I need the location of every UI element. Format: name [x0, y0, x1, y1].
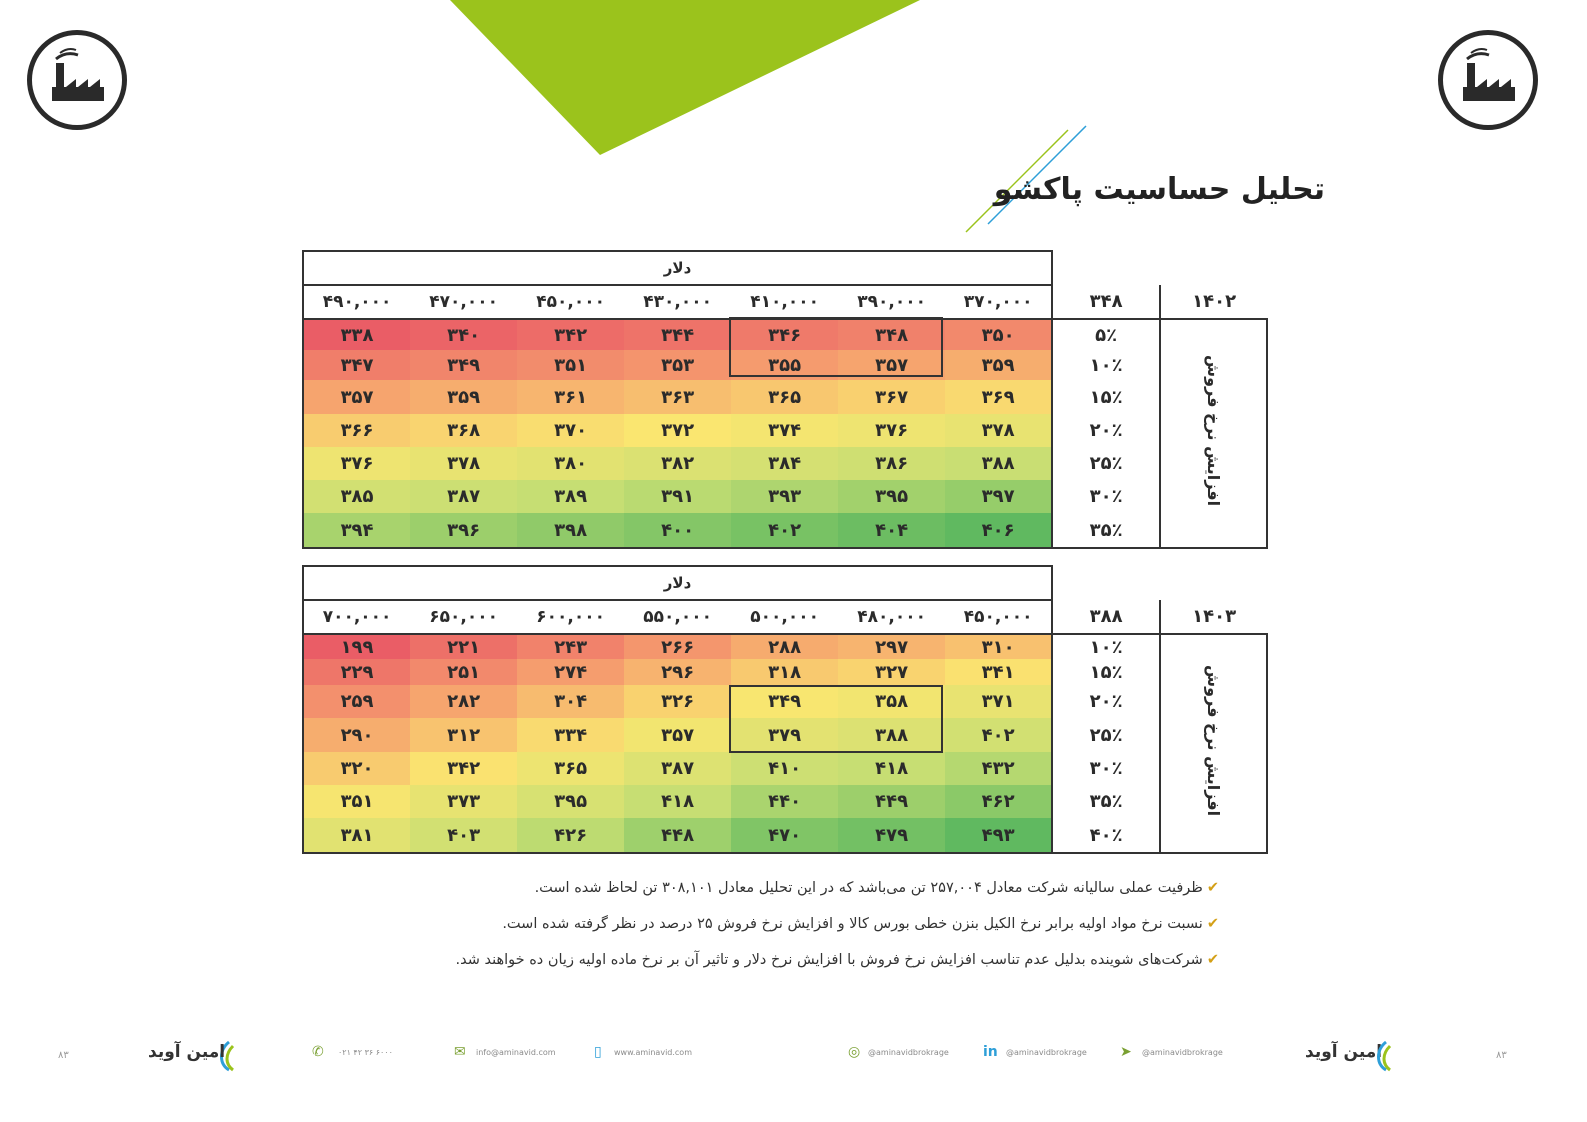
- price-header: ۴۵۰,۰۰۰: [945, 600, 1052, 634]
- table-cell: ۲۸۲: [410, 685, 517, 718]
- table-cell: ۳۳۸: [303, 319, 410, 350]
- table-row: [303, 480, 1267, 513]
- percent-label: ۱۵٪: [1052, 380, 1160, 414]
- table-cell: ۳۵۱: [303, 785, 410, 818]
- table-cell: ۳۲۶: [624, 685, 731, 718]
- table-cell: ۳۵۸: [838, 685, 945, 718]
- table-row: [303, 447, 1267, 480]
- table-cell: ۴۰۲: [945, 718, 1052, 752]
- table-cell: ۳۶۵: [731, 380, 838, 414]
- table-cell: ۳۷۰: [517, 414, 624, 447]
- table-cell: ۳۶۱: [517, 380, 624, 414]
- table-cell: ۴۰۲: [731, 513, 838, 548]
- percent-label: ۲۵٪: [1052, 718, 1160, 752]
- price-header: ۷۰۰,۰۰۰: [303, 600, 410, 634]
- year-label: ۱۴۰۳: [1192, 606, 1237, 627]
- empty-corner: [1160, 251, 1267, 285]
- table-cell: ۴۴۹: [838, 785, 945, 818]
- sensitivity-table-1403: [302, 565, 1268, 854]
- table-cell: ۳۵۷: [624, 718, 731, 752]
- table-cell: ۳۹۷: [945, 480, 1052, 513]
- table-cell: ۳۵۳: [624, 350, 731, 380]
- check-icon: ✔: [1206, 880, 1219, 896]
- table-cell: ۲۹۰: [303, 718, 410, 752]
- percent-label: ۲۰٪: [1052, 414, 1160, 447]
- table-cell: ۴۴۸: [624, 818, 731, 853]
- percent-label: ۳۵٪: [1052, 785, 1160, 818]
- table-cell: ۳۸۷: [624, 752, 731, 785]
- percent-label: ۳۰٪: [1052, 480, 1160, 513]
- table-cell: ۳۶۹: [945, 380, 1052, 414]
- price-header: ۴۹۰,۰۰۰: [303, 285, 410, 319]
- table-cell: ۳۶۳: [624, 380, 731, 414]
- table-cell: ۲۲۹: [303, 659, 410, 685]
- table-cell: ۲۲۱: [410, 634, 517, 659]
- table-cell: ۳۷۶: [303, 447, 410, 480]
- price-header: ۵۵۰,۰۰۰: [624, 600, 731, 634]
- table-cell: ۱۹۹: [303, 634, 410, 659]
- factory-logo-right: [1438, 30, 1538, 130]
- percent-label: ۱۰٪: [1052, 634, 1160, 659]
- table-cell: ۴۱۸: [624, 785, 731, 818]
- side-label-cell: [1160, 634, 1267, 853]
- table-cell: ۳۴۷: [303, 350, 410, 380]
- percent-label: ۳۵٪: [1052, 513, 1160, 548]
- year-label: ۱۴۰۲: [1192, 291, 1237, 312]
- base-value: ۳۸۸: [1052, 600, 1160, 634]
- table-cell: ۳۵۹: [410, 380, 517, 414]
- percent-label: ۱۵٪: [1052, 659, 1160, 685]
- phone-icon: ✆: [312, 1044, 324, 1060]
- instagram-icon: ◎: [848, 1044, 861, 1060]
- table-cell: ۳۸۲: [624, 447, 731, 480]
- table-cell: ۳۷۹: [731, 718, 838, 752]
- percent-label: ۲۰٪: [1052, 685, 1160, 718]
- table-cell: ۲۵۱: [410, 659, 517, 685]
- green-triangle-decoration: [440, 0, 930, 160]
- table-row: [303, 634, 1267, 659]
- price-header: ۴۱۰,۰۰۰: [731, 285, 838, 319]
- factory-icon: [32, 35, 122, 125]
- currency-header: دلار: [303, 566, 1052, 600]
- footer-telegram[interactable]: @aminavidbrokrage: [1142, 1048, 1223, 1057]
- table-cell: ۳۵۰: [945, 319, 1052, 350]
- table-cell: ۲۹۷: [838, 634, 945, 659]
- table-cell: ۳۶۸: [410, 414, 517, 447]
- table-cell: ۲۶۶: [624, 634, 731, 659]
- table-cell: ۳۸۴: [731, 447, 838, 480]
- table-cell: ۳۱۸: [731, 659, 838, 685]
- table-cell: ۳۴۱: [945, 659, 1052, 685]
- table-cell: ۴۹۳: [945, 818, 1052, 853]
- linkedin-icon: in: [983, 1044, 998, 1060]
- side-label-cell: [1160, 319, 1267, 548]
- table-cell: ۳۴۰: [410, 319, 517, 350]
- table-cell: ۳۷۶: [838, 414, 945, 447]
- table-cell: ۳۲۰: [303, 752, 410, 785]
- brand-name: امین آوید: [148, 1042, 226, 1062]
- footer-linkedin[interactable]: @aminavidbrokrage: [1006, 1048, 1087, 1057]
- note-item: ✔نسبت نرخ مواد اولیه برابر نرخ الکیل بنزن خطی بورس کالا و افزایش نرخ فروش ۲۵ درصد در نظر گرفته شده است.: [502, 916, 1219, 932]
- page-number: ۸۳: [1496, 1050, 1507, 1061]
- table-cell: ۳۴۲: [517, 319, 624, 350]
- table-cell: ۳۷۸: [410, 447, 517, 480]
- table-cell: ۳۷۲: [624, 414, 731, 447]
- factory-icon: [1443, 35, 1533, 125]
- table-cell: ۳۹۵: [517, 785, 624, 818]
- table-cell: ۳۲۷: [838, 659, 945, 685]
- percent-label: ۲۵٪: [1052, 447, 1160, 480]
- note-item: ✔ظرفیت عملی سالیانه شرکت معادل ۲۵۷,۰۰۴ تن می‌باشد که در این تحلیل معادل ۳۰۸,۱۰۱ تن لحاظ شده است.: [534, 880, 1219, 896]
- brand-name: امین آوید: [1305, 1042, 1383, 1062]
- page-number: ۸۳: [58, 1050, 69, 1061]
- table-cell: ۳۳۴: [517, 718, 624, 752]
- base-value: ۳۴۸: [1052, 285, 1160, 319]
- table-row: [303, 350, 1267, 380]
- table-cell: ۳۸۰: [517, 447, 624, 480]
- table-cell: ۳۹۱: [624, 480, 731, 513]
- table-row: [303, 380, 1267, 414]
- table-cell: ۳۰۴: [517, 685, 624, 718]
- table-row: [303, 718, 1267, 752]
- currency-header: دلار: [303, 251, 1052, 285]
- table-row: [303, 414, 1267, 447]
- footer-phone[interactable]: ۰۲۱ ۴۲ ۳۶ ۶۰۰۰: [338, 1048, 393, 1057]
- table-cell: ۲۹۶: [624, 659, 731, 685]
- table-row: [303, 685, 1267, 718]
- footer-instagram[interactable]: @aminavidbrokrage: [868, 1048, 949, 1057]
- table-cell: ۳۶۷: [838, 380, 945, 414]
- table-row: [303, 752, 1267, 785]
- table-row: [303, 513, 1267, 548]
- table-cell: ۳۱۰: [945, 634, 1052, 659]
- footer-email[interactable]: info@aminavid.com: [476, 1048, 556, 1057]
- price-header: ۴۷۰,۰۰۰: [410, 285, 517, 319]
- table-cell: ۳۸۹: [517, 480, 624, 513]
- table-cell: ۴۷۹: [838, 818, 945, 853]
- check-icon: ✔: [1206, 916, 1219, 932]
- price-header: ۶۵۰,۰۰۰: [410, 600, 517, 634]
- table-cell: ۳۹۳: [731, 480, 838, 513]
- table-cell: ۳۵۱: [517, 350, 624, 380]
- table-cell: ۳۵۵: [731, 350, 838, 380]
- email-icon: ✉: [454, 1044, 466, 1060]
- table-cell: ۴۰۶: [945, 513, 1052, 548]
- table-cell: ۲۵۹: [303, 685, 410, 718]
- table-cell: ۴۰۳: [410, 818, 517, 853]
- side-label: افزایش نرخ فروش: [1204, 665, 1224, 817]
- table-cell: ۴۴۰: [731, 785, 838, 818]
- price-header: ۳۷۰,۰۰۰: [945, 285, 1052, 319]
- price-header: ۴۳۰,۰۰۰: [624, 285, 731, 319]
- table-cell: ۳۴۶: [731, 319, 838, 350]
- table-cell: ۳۸۶: [838, 447, 945, 480]
- mouse-icon: ▯: [594, 1044, 602, 1060]
- table-cell: ۴۷۰: [731, 818, 838, 853]
- table-cell: ۳۴۹: [410, 350, 517, 380]
- table-cell: ۳۱۲: [410, 718, 517, 752]
- page-title: تحلیل حساسیت پاکشو: [993, 172, 1325, 207]
- table-cell: ۳۸۷: [410, 480, 517, 513]
- table-cell: ۲۴۳: [517, 634, 624, 659]
- table-cell: ۳۵۷: [838, 350, 945, 380]
- table-cell: ۳۸۱: [303, 818, 410, 853]
- table-cell: ۲۷۴: [517, 659, 624, 685]
- percent-label: ۴۰٪: [1052, 818, 1160, 853]
- side-label: افزایش نرخ فروش: [1204, 355, 1224, 507]
- table-cell: ۳۹۸: [517, 513, 624, 548]
- table-cell: ۴۶۲: [945, 785, 1052, 818]
- table-row: [303, 785, 1267, 818]
- table-cell: ۴۰۰: [624, 513, 731, 548]
- table-cell: ۳۷۱: [945, 685, 1052, 718]
- footer-website[interactable]: www.aminavid.com: [614, 1048, 692, 1057]
- table-cell: ۳۴۹: [731, 685, 838, 718]
- table-cell: ۳۴۸: [838, 319, 945, 350]
- price-header: ۴۸۰,۰۰۰: [838, 600, 945, 634]
- price-header: ۶۰۰,۰۰۰: [517, 600, 624, 634]
- table-cell: ۳۷۳: [410, 785, 517, 818]
- table-cell: ۴۳۲: [945, 752, 1052, 785]
- empty-corner: [1160, 566, 1267, 600]
- table-row: [303, 319, 1267, 350]
- table-cell: ۳۸۸: [838, 718, 945, 752]
- telegram-icon: ➤: [1120, 1044, 1132, 1060]
- factory-logo-left: [27, 30, 127, 130]
- table-cell: ۴۰۴: [838, 513, 945, 548]
- table-row: [303, 818, 1267, 853]
- footer: [0, 1040, 1587, 1080]
- table-cell: ۳۸۸: [945, 447, 1052, 480]
- sensitivity-table-1402: [302, 250, 1268, 549]
- table-cell: ۳۷۸: [945, 414, 1052, 447]
- price-header: ۳۹۰,۰۰۰: [838, 285, 945, 319]
- table-cell: ۳۵۹: [945, 350, 1052, 380]
- percent-label: ۱۰٪: [1052, 350, 1160, 380]
- empty-corner: [1052, 251, 1160, 285]
- price-header: ۴۵۰,۰۰۰: [517, 285, 624, 319]
- table-cell: ۳۷۴: [731, 414, 838, 447]
- table-cell: ۳۶۶: [303, 414, 410, 447]
- table-cell: ۴۱۰: [731, 752, 838, 785]
- brand-logo-icon: [1372, 1040, 1398, 1072]
- price-header: ۵۰۰,۰۰۰: [731, 600, 838, 634]
- table-cell: ۳۹۴: [303, 513, 410, 548]
- percent-label: ۵٪: [1052, 319, 1160, 350]
- table-cell: ۴۱۸: [838, 752, 945, 785]
- table-cell: ۳۹۶: [410, 513, 517, 548]
- note-item: ✔شرکت‌های شوینده بدلیل عدم تناسب افزایش نرخ فروش با افزایش نرخ دلار و تاثیر آن بر نرخ ماده اولیه زیان ده خواهند شد.: [455, 952, 1219, 968]
- table-cell: ۴۲۶: [517, 818, 624, 853]
- table-cell: ۳۹۵: [838, 480, 945, 513]
- table-cell: ۳۴۲: [410, 752, 517, 785]
- notes-list: [456, 874, 1220, 982]
- empty-corner: [1052, 566, 1160, 600]
- percent-label: ۳۰٪: [1052, 752, 1160, 785]
- table-cell: ۳۵۷: [303, 380, 410, 414]
- check-icon: ✔: [1206, 952, 1219, 968]
- table-cell: ۳۸۵: [303, 480, 410, 513]
- table-row: [303, 659, 1267, 685]
- table-cell: ۳۶۵: [517, 752, 624, 785]
- table-cell: ۲۸۸: [731, 634, 838, 659]
- table-cell: ۳۴۴: [624, 319, 731, 350]
